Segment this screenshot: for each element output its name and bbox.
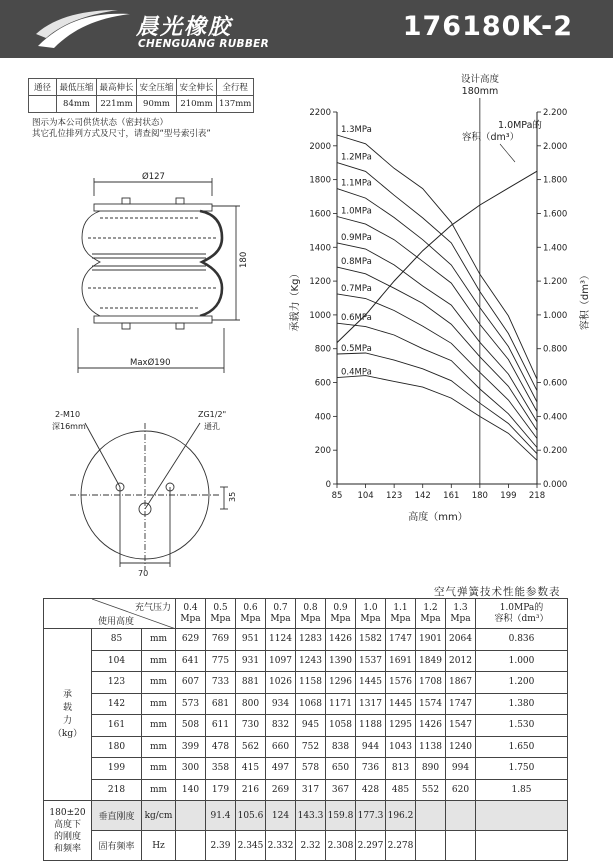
- load-cell: 562: [236, 736, 266, 758]
- x-tick-label: 161: [443, 491, 460, 501]
- load-cell: 881: [236, 672, 266, 694]
- unit-cell: mm: [142, 629, 176, 651]
- load-cell: 620: [446, 779, 476, 801]
- volume-cell: 0.836: [476, 629, 568, 651]
- x-tick-label: 218: [528, 491, 546, 501]
- load-cell: 478: [206, 736, 236, 758]
- load-cell: 1243: [296, 650, 326, 672]
- stiffness-group-line: 的刚度: [53, 831, 81, 842]
- load-cell: 934: [266, 693, 296, 715]
- load-cell: 838: [326, 736, 356, 758]
- spec-header: 安全伸长: [177, 79, 217, 96]
- series-line-0.9MPa: [337, 243, 537, 422]
- pressure-header: 0.7 Mpa: [266, 599, 296, 629]
- unit-cell: mm: [142, 672, 176, 694]
- load-cell: 508: [176, 715, 206, 737]
- load-cell: 730: [236, 715, 266, 737]
- x-tick-label: 85: [331, 491, 343, 501]
- series-label: 0.8MPa: [341, 257, 372, 268]
- load-cell: 736: [356, 758, 386, 780]
- frequency-row-value: [446, 831, 476, 861]
- offset-x-label: 70: [138, 569, 149, 578]
- load-cell: 1849: [416, 650, 446, 672]
- y-right-tick-label: 1.400: [543, 243, 568, 254]
- load-cell: 752: [296, 736, 326, 758]
- load-cell: 945: [296, 715, 326, 737]
- series-label: 0.5MPa: [341, 343, 372, 354]
- load-cell: 1867: [446, 672, 476, 694]
- frequency-row-value: 2.345: [236, 831, 266, 861]
- volume-label-line1: 1.0MPa的: [498, 120, 542, 131]
- load-cell: 1445: [356, 672, 386, 694]
- frequency-row-value: 2.332: [266, 831, 296, 861]
- table-row: [44, 672, 568, 694]
- load-cell: 578: [296, 758, 326, 780]
- volume-cell: 1.380: [476, 693, 568, 715]
- bolt-depth-label: 深16mm: [52, 422, 86, 431]
- design-height-value: 180mm: [461, 86, 499, 97]
- spec-value: 221mm: [97, 96, 137, 113]
- x-tick-label: 199: [500, 491, 517, 501]
- stiffness-group-line: 和频率: [53, 843, 81, 854]
- frequency-row-label: 固有频率: [92, 831, 142, 861]
- y-left-tick-label: 400: [314, 412, 331, 423]
- pressure-header: 1.1 Mpa: [386, 599, 416, 629]
- load-group-label: [44, 629, 92, 801]
- load-cell: 1390: [326, 650, 356, 672]
- load-cell: 1901: [416, 629, 446, 651]
- unit-cell: mm: [142, 650, 176, 672]
- brand-name-cn: 晨光橡胶: [136, 15, 233, 40]
- chart-plot-area: [309, 98, 567, 501]
- pressure-header: 1.0 Mpa: [356, 599, 386, 629]
- load-volume-chart: [280, 70, 600, 530]
- load-cell: 1295: [386, 715, 416, 737]
- perf-corner-cell: [44, 599, 176, 629]
- spec-value-row: [29, 96, 254, 113]
- bolt-label: 2-M10: [55, 410, 81, 419]
- volume-cell: 1.530: [476, 715, 568, 737]
- load-cell: 1043: [386, 736, 416, 758]
- load-cell: 428: [356, 779, 386, 801]
- height-cell: 199: [92, 758, 142, 780]
- model-number: 176180K-2: [402, 11, 573, 42]
- load-cell: 1124: [266, 629, 296, 651]
- x-tick-label: 104: [357, 491, 374, 501]
- y-right-tick-label: 1.000: [543, 310, 568, 321]
- series-line-1.2MPa: [337, 163, 537, 391]
- stiffness-row-value: [416, 801, 446, 831]
- perf-table-title: 空气弹簧技术性能参数表: [434, 586, 561, 598]
- load-label-char: 承: [62, 689, 72, 700]
- height-cell: 104: [92, 650, 142, 672]
- height-cell: 123: [92, 672, 142, 694]
- load-cell: 775: [206, 650, 236, 672]
- spec-header-row: [29, 79, 254, 96]
- load-label-char: 载: [62, 702, 72, 713]
- load-cell: 269: [266, 779, 296, 801]
- load-cell: 1283: [296, 629, 326, 651]
- y-left-tick-label: 1400: [309, 243, 331, 254]
- y-left-tick-label: 600: [314, 378, 331, 389]
- load-cell: 944: [356, 736, 386, 758]
- load-cell: 300: [176, 758, 206, 780]
- load-cell: 1317: [356, 693, 386, 715]
- perf-table-body: [44, 629, 568, 861]
- load-cell: 1158: [296, 672, 326, 694]
- table-row: [44, 693, 568, 715]
- load-cell: 1708: [416, 672, 446, 694]
- load-cell: 1574: [416, 693, 446, 715]
- frequency-row-value: 2.297: [356, 831, 386, 861]
- header-banner: [0, 0, 613, 58]
- x-axis-label: 高度（mm）: [408, 512, 468, 523]
- load-cell: 611: [206, 715, 236, 737]
- height-cell: 180: [92, 736, 142, 758]
- stiffness-row-value: 159.8: [326, 801, 356, 831]
- spec-header: 全行程: [217, 79, 254, 96]
- load-cell: 1097: [266, 650, 296, 672]
- table-row: [44, 629, 568, 651]
- load-cell: 1426: [416, 715, 446, 737]
- unit-cell: mm: [142, 715, 176, 737]
- load-cell: 1691: [386, 650, 416, 672]
- load-cell: 1445: [386, 693, 416, 715]
- load-cell: 2064: [446, 629, 476, 651]
- load-cell: 179: [206, 779, 236, 801]
- load-cell: 367: [326, 779, 356, 801]
- table-row: [44, 758, 568, 780]
- spec-header: 最高伸长: [97, 79, 137, 96]
- volume-label-line2: 容积（dm³）: [462, 132, 520, 143]
- series-label: 1.1MPa: [341, 178, 372, 189]
- spec-value: 210mm: [177, 96, 217, 113]
- spec-table: [28, 78, 254, 113]
- stiffness-row-value: 124: [266, 801, 296, 831]
- y-right-tick-label: 1.600: [543, 209, 568, 220]
- y-right-tick-label: 0.800: [543, 344, 568, 355]
- y-right-tick-label: 2.000: [543, 141, 568, 152]
- side-view-drawing: [30, 168, 270, 383]
- y-left-tick-label: 0: [325, 480, 331, 490]
- spec-header: 最低压缩: [57, 79, 97, 96]
- perf-header-row: [44, 599, 568, 629]
- load-cell: 641: [176, 650, 206, 672]
- y-right-tick-label: 1.800: [543, 175, 568, 186]
- max-diameter-label: MaxØ190: [130, 358, 171, 368]
- frequency-row-value: 2.32: [296, 831, 326, 861]
- spec-value: [29, 96, 57, 113]
- load-cell: 1747: [386, 629, 416, 651]
- load-cell: 1576: [386, 672, 416, 694]
- load-cell: 951: [236, 629, 266, 651]
- port-label: ZG1/2": [198, 410, 227, 419]
- table-row: [44, 779, 568, 801]
- load-cell: 552: [416, 779, 446, 801]
- height-cell: 85: [92, 629, 142, 651]
- pressure-header: 1.2 Mpa: [416, 599, 446, 629]
- pressure-header: 0.8 Mpa: [296, 599, 326, 629]
- load-cell: 1240: [446, 736, 476, 758]
- unit-cell: mm: [142, 693, 176, 715]
- pressure-header: 0.9 Mpa: [326, 599, 356, 629]
- y-left-tick-label: 1200: [309, 277, 331, 288]
- load-cell: 1138: [416, 736, 446, 758]
- spec-value: 84mm: [57, 96, 97, 113]
- y-left-tick-label: 2000: [309, 141, 331, 152]
- frequency-row-value: [416, 831, 446, 861]
- load-label-char: （kg）: [52, 728, 83, 739]
- stiffness-row-empty: [476, 801, 568, 831]
- spec-value: 90mm: [137, 96, 177, 113]
- load-cell: 1026: [266, 672, 296, 694]
- load-cell: 573: [176, 693, 206, 715]
- series-label: 1.2MPa: [341, 152, 372, 163]
- y-axis-left-label: 承载力（Kg）: [290, 268, 301, 332]
- load-cell: 1188: [356, 715, 386, 737]
- load-cell: 140: [176, 779, 206, 801]
- top-diameter-label: Ø127: [142, 172, 165, 182]
- stiffness-row-value: [446, 801, 476, 831]
- stiffness-group-label: [44, 801, 92, 861]
- volume-cell: 1.000: [476, 650, 568, 672]
- series-label: 0.7MPa: [341, 283, 372, 294]
- spec-note-line: 其它孔位排列方式及尺寸，请查阅“型号索引表”: [32, 129, 211, 139]
- y-left-tick-label: 2200: [309, 108, 331, 118]
- y-left-tick-label: 1600: [309, 209, 331, 220]
- frequency-row-value: 2.278: [386, 831, 416, 861]
- series-label: 0.6MPa: [341, 313, 372, 324]
- load-cell: 1296: [326, 672, 356, 694]
- load-cell: 1537: [356, 650, 386, 672]
- load-cell: 660: [266, 736, 296, 758]
- pressure-header: 1.3 Mpa: [446, 599, 476, 629]
- stiffness-row-label: 垂直刚度: [92, 801, 142, 831]
- design-height-label: 设计高度: [460, 74, 500, 85]
- y-left-tick-label: 800: [314, 344, 331, 355]
- perf-table: [43, 598, 568, 861]
- y-axis-right-label: 容积（dm³）: [580, 269, 591, 331]
- y-left-tick-label: 200: [314, 446, 331, 457]
- frequency-row-value: [176, 831, 206, 861]
- x-tick-label: 142: [414, 491, 431, 501]
- height-cell: 142: [92, 693, 142, 715]
- y-right-tick-label: 2.200: [543, 108, 568, 118]
- series-label: 1.0MPa: [341, 206, 372, 217]
- series-label: 1.3MPa: [341, 124, 372, 135]
- y-left-tick-label: 1000: [309, 310, 331, 321]
- load-cell: 832: [266, 715, 296, 737]
- load-cell: 2012: [446, 650, 476, 672]
- load-cell: 813: [386, 758, 416, 780]
- x-tick-label: 180: [471, 491, 488, 501]
- stiffness-row-value: 196.2: [386, 801, 416, 831]
- load-cell: 1171: [326, 693, 356, 715]
- volume-cell: 1.200: [476, 672, 568, 694]
- spec-note: [32, 118, 211, 140]
- stiffness-row-value: [176, 801, 206, 831]
- port-note: 通孔: [204, 422, 220, 431]
- spec-value: 137mm: [217, 96, 254, 113]
- y-right-tick-label: 0.200: [543, 446, 568, 457]
- offset-y-label: 35: [228, 491, 237, 502]
- brand-name-en: CHENGUANG RUBBER: [138, 38, 269, 50]
- load-cell: 216: [236, 779, 266, 801]
- frequency-row-empty: [476, 831, 568, 861]
- frequency-row-value: 2.39: [206, 831, 236, 861]
- y-right-tick-label: 0.400: [543, 412, 568, 423]
- load-cell: 769: [206, 629, 236, 651]
- load-cell: 994: [446, 758, 476, 780]
- load-cell: 650: [326, 758, 356, 780]
- load-cell: 1426: [326, 629, 356, 651]
- stiffness-row-unit: kg/cm: [142, 801, 176, 831]
- frequency-row-unit: Hz: [142, 831, 176, 861]
- series-label: 0.9MPa: [341, 232, 372, 243]
- pressure-header: 0.5 Mpa: [206, 599, 236, 629]
- volume-header: 1.0MPa的 容积（dm³）: [476, 599, 568, 629]
- frequency-row-value: 2.308: [326, 831, 356, 861]
- load-cell: 890: [416, 758, 446, 780]
- height-cell: 218: [92, 779, 142, 801]
- stiffness-row-value: 91.4: [206, 801, 236, 831]
- logo-swoosh-icon: [34, 8, 134, 52]
- load-cell: 497: [266, 758, 296, 780]
- load-cell: 358: [206, 758, 236, 780]
- spec-header: 安全压缩: [137, 79, 177, 96]
- unit-cell: mm: [142, 736, 176, 758]
- y-right-tick-label: 1.200: [543, 277, 568, 288]
- unit-cell: mm: [142, 779, 176, 801]
- y-right-tick-label: 0.600: [543, 378, 568, 389]
- load-cell: 415: [236, 758, 266, 780]
- spec-header: 通径: [29, 79, 57, 96]
- volume-cell: 1.750: [476, 758, 568, 780]
- stiffness-group-line: 180±20: [49, 807, 86, 818]
- load-cell: 485: [386, 779, 416, 801]
- series-line-0.4MPa: [337, 376, 537, 461]
- load-cell: 1747: [446, 693, 476, 715]
- height-cell: 161: [92, 715, 142, 737]
- stiffness-row-value: 105.6: [236, 801, 266, 831]
- load-cell: 1547: [446, 715, 476, 737]
- load-cell: 800: [236, 693, 266, 715]
- series-label: 0.4MPa: [341, 367, 372, 378]
- height-label: 180: [239, 251, 249, 268]
- table-row: [44, 736, 568, 758]
- frequency-row: [44, 831, 568, 861]
- pressure-header: 0.4 Mpa: [176, 599, 206, 629]
- load-cell: 1058: [326, 715, 356, 737]
- corner-bottom-label: 使用高度: [98, 617, 135, 627]
- load-cell: 1582: [356, 629, 386, 651]
- load-label-char: 力: [62, 715, 72, 726]
- table-row: [44, 715, 568, 737]
- volume-cell: 1.85: [476, 779, 568, 801]
- load-cell: 607: [176, 672, 206, 694]
- stiffness-row-value: 143.3: [296, 801, 326, 831]
- x-tick-label: 123: [386, 491, 403, 501]
- volume-label-leader: [500, 144, 515, 162]
- table-row: [44, 650, 568, 672]
- stiffness-row: [44, 801, 568, 831]
- load-cell: 931: [236, 650, 266, 672]
- spec-note-line: 图示为本公司供货状态（密封状态）: [32, 118, 169, 128]
- stiffness-row-value: 177.3: [356, 801, 386, 831]
- pressure-header: 0.6 Mpa: [236, 599, 266, 629]
- load-cell: 399: [176, 736, 206, 758]
- y-left-tick-label: 1800: [309, 175, 331, 186]
- volume-cell: 1.650: [476, 736, 568, 758]
- load-cell: 1068: [296, 693, 326, 715]
- stiffness-group-line: 高度下: [53, 819, 81, 830]
- bottom-view-drawing: [30, 405, 270, 580]
- load-cell: 629: [176, 629, 206, 651]
- load-cell: 317: [296, 779, 326, 801]
- load-cell: 681: [206, 693, 236, 715]
- unit-cell: mm: [142, 758, 176, 780]
- y-right-tick-label: 0.000: [543, 480, 568, 490]
- load-cell: 733: [206, 672, 236, 694]
- corner-top-label: 充气压力: [134, 603, 171, 613]
